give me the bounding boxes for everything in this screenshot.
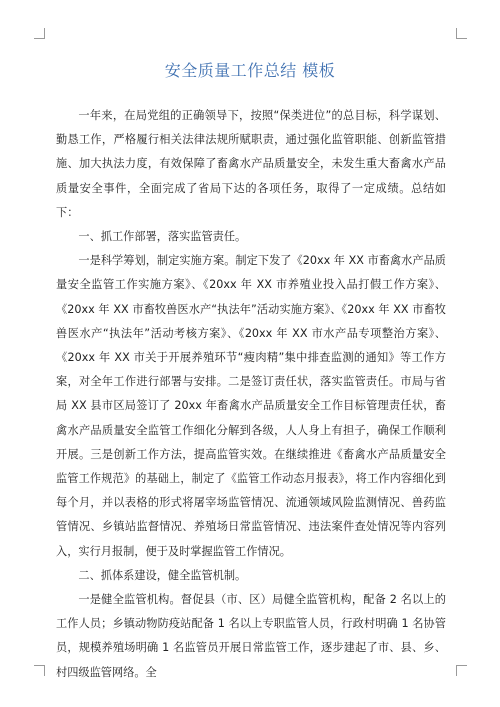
section-heading-1: 一、抓工作部署，落实监管责任。 [78, 230, 247, 244]
document-title: 安全质量工作总结 模板 [164, 61, 336, 80]
crop-mark-top-left [34, 28, 45, 39]
section-heading-2: 二、抓体系建设，健全监管机制。 [78, 568, 247, 582]
crop-mark-bottom-left [34, 665, 45, 676]
paragraph-section-1: 一是科学筹划，制定实施方案。制定下发了《20xx 年 XX 市畜禽水产品质量安全监管工作实施方案》、《20xx 年 XX 市养殖业投入品打假工作方案》、《20xx 年 XX 市畜牧兽医水产“执法年”活动实施方案》、《20xx 年 XX 市畜牧兽医水产“执法年”活动考核方案》、《20xx 年 XX 市水产品专项整治方案》、《20xx 年 XX 市关于开展养殖环节“瘦肉精”集中排查监测的通知》等工作方案，对全年工作进行部署与安排。二是签订责任状，落实监管责任。市局与省局 XX 县市区局签订了 20xx 年畜禽水产品质量安全工作目标管理责任状，畜禽水产品质量安全监管工作细化分解到各级，人人身上有担子，确保工作顺利开展。三是创新工作方法，提高监管实效。在继续推进《畜禽水产品质量安全监管工作规范》的基础上，制定了《监管工作动态月报表》，将工作内容细化到每个月，并以表格的形式将屠宰场监管情况、流通领域风险监测情况、兽药监管情况、乡镇站监督情况、养殖场日常监管情况、违法案件查处情况等内容列入，实行月报制，便于及时掌握监管工作情况。 [56, 254, 446, 558]
crop-mark-bottom-right [456, 665, 467, 676]
paragraph-section-2: 一是健全监管机构。督促县（市、区）局健全监管机构，配备 2 名以上的工作人员；乡镇动物防疫站配备 1 名以上专职监管人员，行政村明确 1 名协管员，规模养殖场明确 1 名监管员开展日常监管工作，逐步建起了市、县、乡、村四级监管网络。全 [56, 593, 446, 679]
paragraph-intro: 一年来，在局党组的正确领导下，按照“保类进位”的总目标，科学谋划、勤恳工作，严格履行相关法律法规所赋职责，通过强化监管职能、创新监管措施、加大执法力度，有效保障了畜禽水产品质量安全，未发生重大畜禽水产品质量安全事件，全面完成了省局下达的各项任务，取得了一定成绩。总结如下： [56, 109, 446, 219]
document-body [56, 104, 446, 685]
crop-mark-top-right [456, 28, 467, 39]
